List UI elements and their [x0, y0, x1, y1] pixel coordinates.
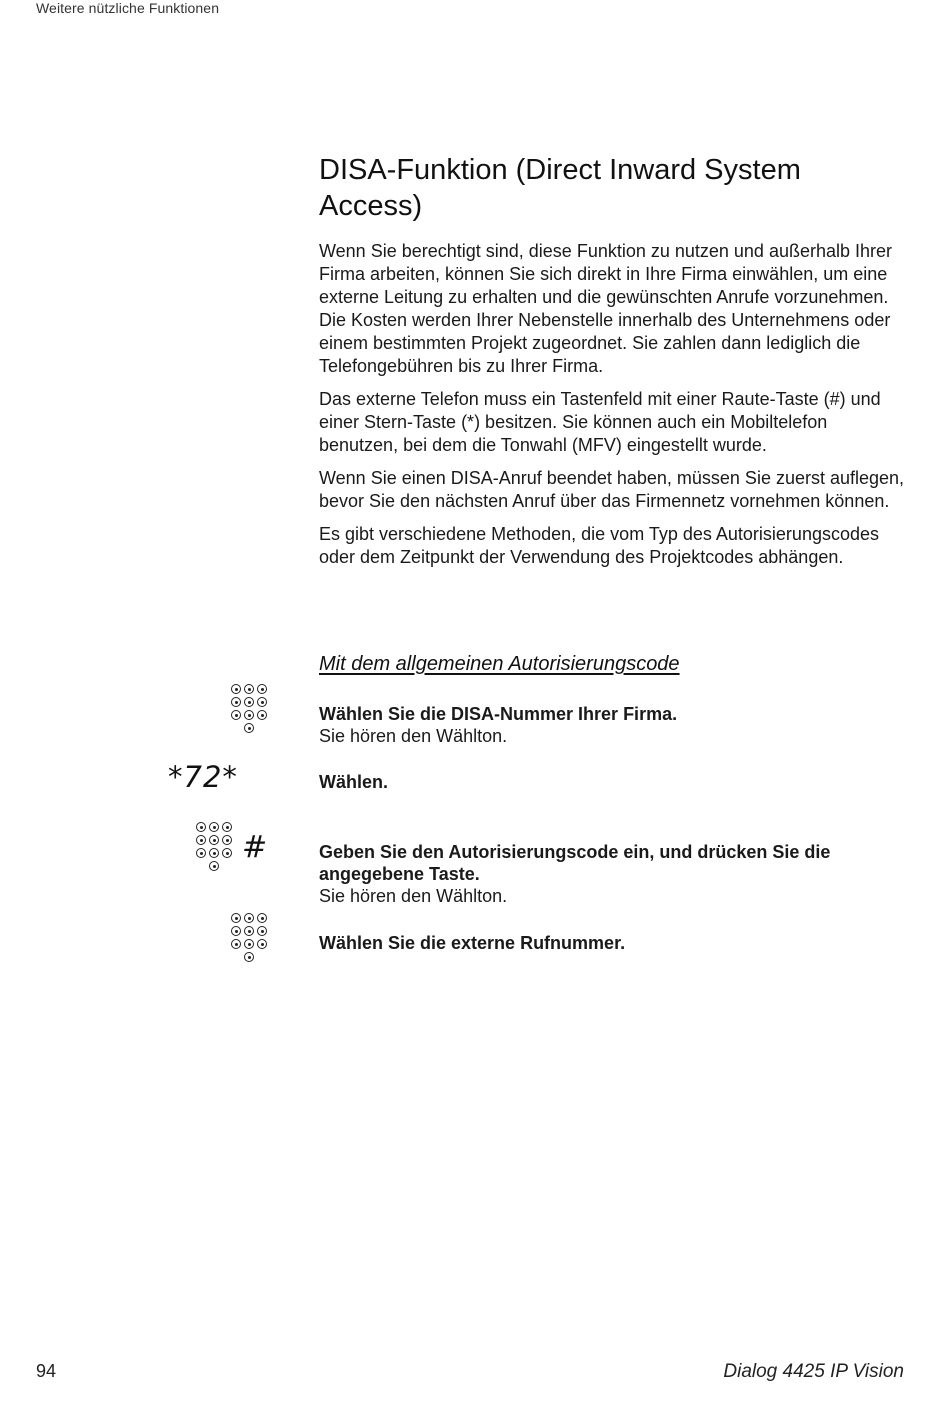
step-3 — [319, 841, 909, 907]
keypad-icon — [231, 684, 271, 738]
star-code-icon: *72* — [168, 760, 238, 794]
keypad-key — [222, 835, 232, 845]
keypad-key — [231, 710, 241, 720]
keypad-key — [244, 939, 254, 949]
keypad-key — [257, 913, 267, 923]
keypad-key — [244, 697, 254, 707]
keypad-key — [257, 697, 267, 707]
step-instruction: Wählen Sie die externe Rufnummer. — [319, 933, 626, 953]
hash-key-icon: # — [242, 830, 268, 865]
product-name: Dialog 4425 IP Vision — [723, 1361, 904, 1382]
step-instruction: Wählen. — [319, 772, 389, 792]
paragraph: Wenn Sie berechtigt sind, diese Funktion zu nutzen und außerhalb Ihrer Firma arbeiten, können Sie sich direkt in Ihre Firma einwählen, um eine externe Leitung zu erhalten und die gewünschten Anrufe vorzunehmen. Die Kosten werden Ihrer Nebenstelle innerhalb des Unternehmens oder einem bestimmten Projekt zugeordnet. Sie zahlen dann lediglich die Telefongebühren bis zu Ihrer Firma. — [319, 241, 893, 376]
keypad-icon — [196, 822, 236, 876]
keypad-key — [209, 822, 219, 832]
paragraph: Es gibt verschiedene Methoden, die vom Typ des Autorisierungscodes oder dem Zeitpunkt der Verwendung des Projektcodes abhängen. — [319, 524, 879, 567]
keypad-icon — [231, 913, 271, 967]
keypad-key — [209, 861, 219, 871]
keypad-key — [222, 822, 232, 832]
keypad-key — [231, 697, 241, 707]
keypad-key — [196, 848, 206, 858]
keypad-key — [209, 835, 219, 845]
paragraph: Wenn Sie einen DISA-Anruf beendet haben, müssen Sie zuerst auflegen, bevor Sie den nächsten Anruf über das Firmennetz vornehmen können. — [319, 468, 905, 511]
keypad-key — [231, 684, 241, 694]
step-2 — [319, 771, 909, 793]
step-note: Sie hören den Wählton. — [319, 886, 508, 906]
paragraph: Das externe Telefon muss ein Tastenfeld mit einer Raute-Taste (#) und einer Stern-Taste (*) besitzen. Sie können auch ein Mobiltelefon benutzen, bei dem die Tonwahl (MFV) eingestellt wurde. — [319, 389, 881, 455]
keypad-key — [257, 926, 267, 936]
step-1 — [319, 703, 909, 747]
keypad-key — [244, 926, 254, 936]
keypad-key — [244, 684, 254, 694]
procedure-heading: Mit dem allgemeinen Autorisierungscode — [319, 653, 680, 675]
keypad-key — [222, 848, 232, 858]
step-4 — [319, 932, 909, 954]
section-title: DISA-Funktion (Direct Inward System Access) — [319, 154, 801, 222]
keypad-key — [244, 952, 254, 962]
running-header: Weitere nützliche Funktionen — [36, 0, 220, 16]
keypad-key — [244, 913, 254, 923]
keypad-key — [257, 710, 267, 720]
step-note: Sie hören den Wählton. — [319, 726, 508, 746]
keypad-key — [231, 939, 241, 949]
keypad-key — [257, 684, 267, 694]
keypad-key — [257, 939, 267, 949]
keypad-key — [196, 835, 206, 845]
keypad-key — [244, 723, 254, 733]
keypad-key — [209, 848, 219, 858]
intro-text — [319, 240, 909, 579]
keypad-key — [231, 913, 241, 923]
keypad-key — [231, 926, 241, 936]
step-instruction: Wählen Sie die DISA-Nummer Ihrer Firma. — [319, 704, 678, 724]
keypad-key — [196, 822, 206, 832]
keypad-key — [244, 710, 254, 720]
step-instruction: Geben Sie den Autorisierungscode ein, und drücken Sie die angegebene Taste. — [319, 842, 831, 884]
page-number: 94 — [36, 1361, 57, 1381]
